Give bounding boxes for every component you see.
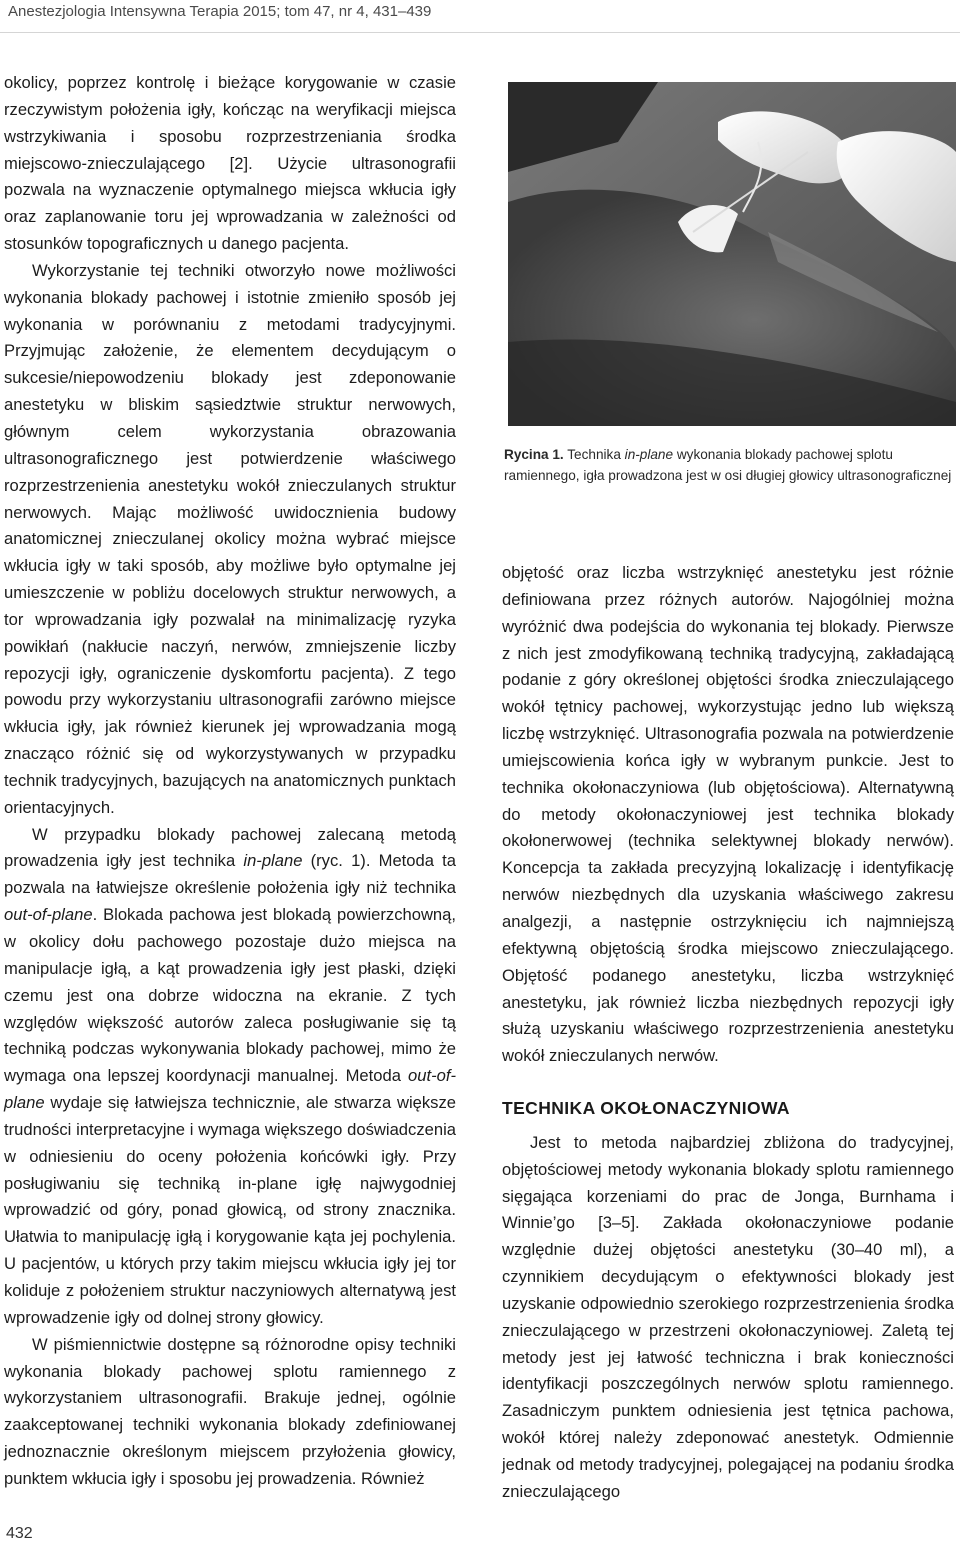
- term-out-of-plane: out-of-plane: [4, 905, 93, 925]
- figure-1-caption: [504, 444, 956, 486]
- paragraph-4: W piśmiennictwie dostępne są różnorodne opisy techniki wykonania blokady pachowej splotu ramiennego z wykorzystaniem ultrasonografii. Brakuje jednej, ogólnie zaakceptowanej techniki wykonania blokady zdefiniowanej jednoznacznie określonym miejscem przyłożenia głowicy, punktem wkłucia igły i sposobu jej prowadzenia. Również: [4, 1334, 456, 1488]
- paragraph-2: Wykorzystanie tej techniki otworzyło nowe możliwości wykonania blokady pachowej i istotnie zmieniło sposób jej wykonania w porównaniu z metodami tradycyjnymi. Przyjmując założenie, że elementem decydującym o sukcesie/niepowodzeniu blokady jest zdeponowanie anestetyku w bliskim sąsiedztwie struktur nerwowych, głównym celem wykorzystania obrazowania ultrasonograficznego jest potwierdzenie właściwego rozprzestrzenienia anestetyku wokół znieczulanych struktur nerwowych. Mając możliwość uwidocznienia budowy anatomicznej znieczulanej okolicy można wybrać miejsce wkłucia igły w taki sposób, aby możliwe było optymalne jej umieszczenie w pobliżu docelowych struktur nerwowych, a tor wprowadzania igły pozwalał na minimalizację ryzyka powikłań (nakłucie naczyń, nerwów, zmniejszenie liczby repozycji igły, ograniczenie dyskomfortu pacjenta). Z tego powodu przy wykorzystaniu ultrasonografii zarówno miejsce wkłucia igły, jak również kierunek jej wprowadzania mogą znacząco różnić się od wykorzystywanych w przypadku technik tradycyjnych, bazujących na anatomicznych punktach orientacyjnych.: [4, 260, 456, 817]
- paragraph-3-text-g: wydaje się łatwiejsza technicznie, ale stwarza większe trudności interpretacyjne i wymaga większego doświadczenia w odniesieniu do oceny położenia końcówki igły. Przy posługiwaniu się techniką in-plane igłę najwygodniej wprowadzić od góry, ponad głowicą, od strony znacznika. Ułatwia to manipulację igłą i korygowanie kąta jej pochylenia. U pacjentów, u których przy takim miejscu wkłucia igły jej tor koliduje z położeniem struktur naczyniowych alternatywą jest wprowadzenie igły od dolnej strony głowicy.: [4, 1093, 456, 1327]
- caption-text-a: Technika: [563, 447, 625, 462]
- figure-1-photo: [508, 82, 956, 426]
- journal-citation: Anestezjologia Intensywna Terapia 2015; tom 47, nr 4, 431–439: [8, 3, 432, 20]
- running-header: [0, 0, 960, 33]
- paragraph-3-text-e: . Blokada pachowa jest blokadą powierzchowną, w okolicy dołu pachowego pozostaje dużo miejsca na manipulacje igłą, a kąt prowadzenia igły jest płaski, dzięki czemu jest ona dobrze widoczna na ekranie. Z tych względów większość autorów zaleca posługiwanie się tą techniką podczas wykonywania blokady pachowej, mimo że wymaga ona lepszej koordynacji manualnej. Metoda: [4, 905, 456, 1086]
- paragraph-3-text-a: W przypadku blokady pachowej zalecaną metodą prowadzenia igły jest technika: [4, 824, 456, 871]
- page-number: 432: [6, 1525, 33, 1542]
- paragraph-6: Jest to metoda najbardziej zbliżona do tradycyjnej, objętościowej metody wykonania blokady splotu ramiennego sięgająca korzeniami do prac de Jonga, Burnhama i Winnie’go [3–5]. Zakłada okołonaczyniowe podanie względnie dużej objętości anestetyku (30–40 ml), a czynnikiem decydującym o efektywności blokady jest uzyskanie odpowiednio szerokiego rozprzestrzenienia środka znieczulającego w przestrzeni okołonaczyniowej. Zaletą tej metody jest jej łatwość techniczna i brak konieczności identyfikacji poszczególnych nerwów splotu ramiennego. Zasadniczym punktem odniesienia jest tętnica pachowa, wokół której należy zdeponować anestetyk. Odmiennie jednak od metody tradycyjnej, polegającej na podaniu środka znieczulającego: [502, 1132, 954, 1501]
- paragraph-5: objętość oraz liczba wstrzyknięć anestetyku jest różnie definiowana przez różnych autorów. Najogólniej można wyróżnić dwa podejścia do wykonania tej blokady. Pierwsze z nich jest zmodyfikowaną techniką tradycyjną, zakładającą podanie z góry określonej objętości środka znieczulającego wokół tętnicy pachowej, wykorzystując jedno lub większą liczbę wstrzyknięć. Ultrasonografia pozwala na potwierdzenie umiejscowienia końca igły w wybranym punkcie. Jest to technika okołonaczyniowa (lub objętościowa). Alternatywną do metody okołonaczyniowej jest technika blokady okołonerwowej (technika selektywnej blokady nerwów). Koncepcja ta zakłada precyzyjną lokalizację i identyfikację nerwów niezbędnych dla uzyskania właściwego zakresu analgezji, a następnie ostrzyknięciu ich najmniejszą efektywną objętością środka miejscowo znieczulającego. Objętość podanego anestetyku, liczba wstrzyknięć anestetyku, jak również liczba niezbędnych repozycji igły służą uzyskaniu właściwego rozprzestrzenienia anestetyku wokół znieczulanych nerwów.: [502, 563, 954, 1066]
- section-heading: TECHNIKA OKOŁONACZYNIOWA: [502, 1098, 790, 1119]
- paragraph-1: okolicy, poprzez kontrolę i bieżące korygowanie w czasie rzeczywistym położenia igły, kończąc na weryfikacji miejsca wstrzykiwania i sposobu rozprzestrzeniania środka miejscowo-znieczulającego [2]. Użycie ultrasonografii pozwala na wyznaczenie optymalnego miejsca wkłucia igły oraz zaplanowanie toru jej wprowadzania w zależności od stosunków topograficznych u danego pacjenta.: [4, 73, 456, 254]
- caption-text-c: wykonania blokady pachowej splotu ramiennego, igła prowadzona jest w osi długiej głowicy ultrasonograficznej: [504, 447, 952, 483]
- paragraph-3-text-c: (ryc. 1). Metoda ta pozwala na łatwiejsze określenie położenia igły niż technika: [4, 851, 457, 898]
- caption-term-in-plane: in-plane: [624, 447, 674, 462]
- term-in-plane: in-plane: [243, 851, 303, 871]
- right-text-column: [502, 560, 954, 1506]
- term-out-of-plane-2: out-of-plane: [4, 1066, 456, 1113]
- paragraph-3: [4, 822, 456, 1332]
- left-text-column: [4, 70, 456, 1493]
- figure-label: Rycina 1.: [504, 447, 564, 462]
